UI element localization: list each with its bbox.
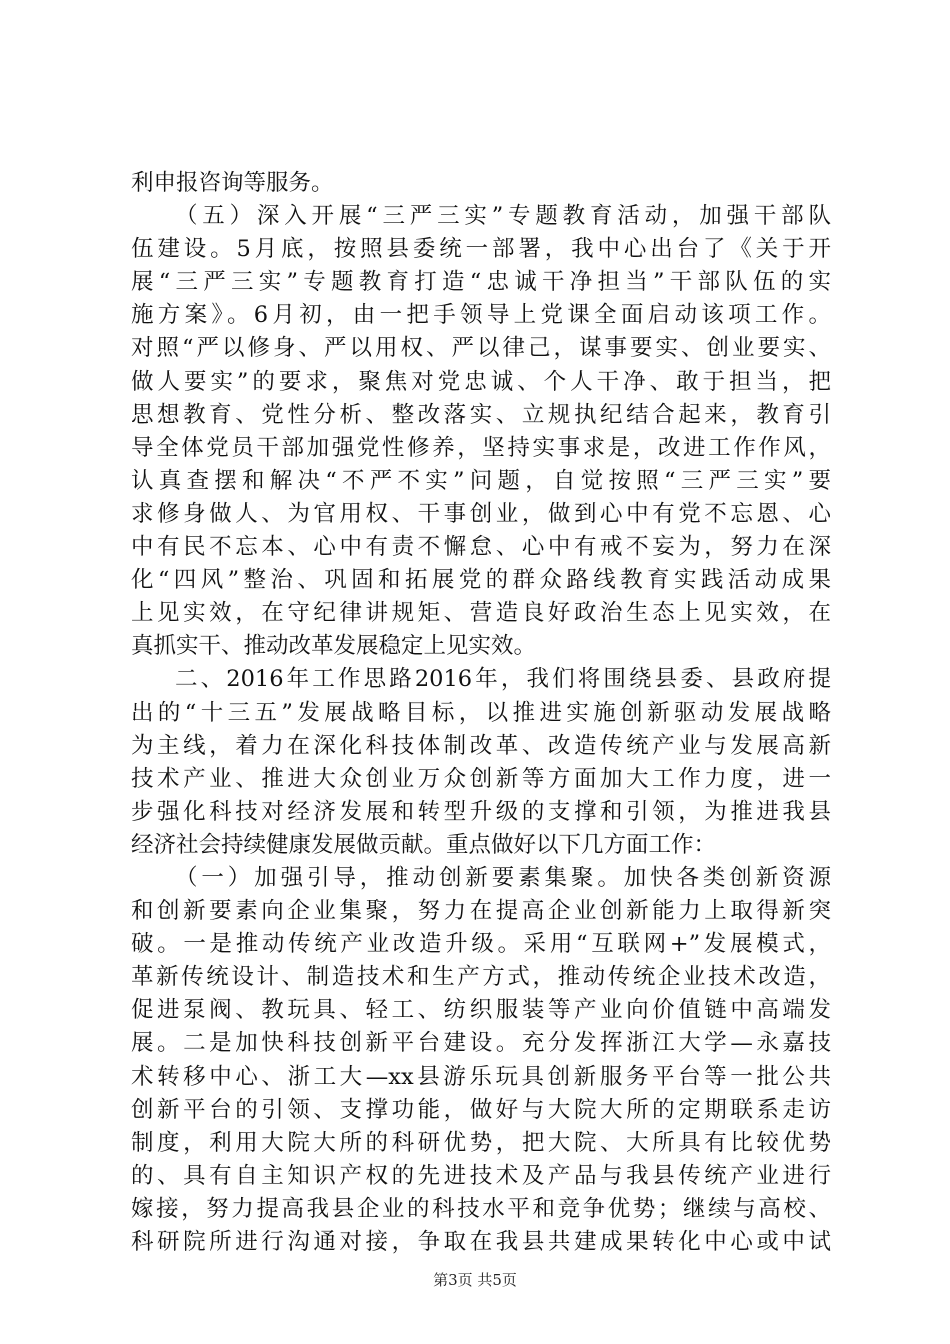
text-line: 和创新要素向企业集聚，努力在提高企业创新能力上取得新突	[131, 898, 831, 925]
text-line: 的、具有自主知识产权的先进技术及产品与我县传统产业进行	[131, 1162, 831, 1189]
text-line: 中有民不忘本、心中有责不懈怠、心中有戒不妄为，努力在深	[131, 534, 831, 561]
text-line: 制度，利用大院大所的科研优势，把大院、大所具有比较优势	[131, 1129, 831, 1156]
text-line: 思想教育、党性分析、整改落实、立规执纪结合起来，教育引	[131, 401, 831, 428]
body-text	[131, 167, 831, 1259]
text-line: 步强化科技对经济发展和转型升级的支撑和引领，为推进我县	[131, 798, 831, 825]
text-line: 求修身做人、为官用权、干事创业，做到心中有党不忘恩、心	[131, 500, 831, 527]
text-line: 出的“十三五”发展战略目标，以推进实施创新驱动发展战略	[131, 699, 831, 726]
text-line: 施方案》。6月初，由一把手领导上党课全面启动该项工作。	[131, 302, 831, 329]
text-line: 导全体党员干部加强党性修养，坚持实事求是，改进工作作风，	[131, 434, 831, 461]
text-line: 上见实效，在守纪律讲规矩、营造良好政治生态上见实效，在	[131, 600, 831, 627]
text-line: 创新平台的引领、支撑功能，做好与大院大所的定期联系走访	[131, 1096, 831, 1123]
text-line: 为主线，着力在深化科技体制改革、改造传统产业与发展高新	[131, 732, 831, 759]
text-line: 展“三严三实”专题教育打造“忠诚干净担当”干部队伍的实	[131, 269, 831, 296]
text-line: （一）加强引导，推动创新要素集聚。加快各类创新资源	[175, 864, 831, 891]
text-line: 做人要实”的要求，聚焦对党忠诚、个人干净、敢于担当，把	[131, 368, 831, 395]
text-line: 展。二是加快科技创新平台建设。充分发挥浙江大学—永嘉技	[131, 1030, 831, 1057]
page-footer: 第3页 共5页	[433, 1271, 517, 1289]
text-line: 伍建设。5月底，按照县委统一部署，我中心出台了《关于开	[131, 236, 831, 263]
text-line: 促进泵阀、教玩具、轻工、纺织服装等产业向价值链中高端发	[131, 997, 831, 1024]
text-line: 化“四风”整治、巩固和拓展党的群众路线教育实践活动成果	[131, 567, 831, 594]
text-line: 认真查摆和解决“不严不实”问题，自觉按照“三严三实”要	[131, 467, 831, 494]
text-line: 二、2016年工作思路2016年，我们将围绕县委、县政府提	[175, 666, 831, 693]
text-line: 嫁接，努力提高我县企业的科技水平和竞争优势；继续与高校、	[131, 1195, 831, 1222]
text-line: 利申报咨询等服务。	[131, 170, 334, 196]
text-line: 科研院所进行沟通对接，争取在我县共建成果转化中心或中试	[131, 1229, 831, 1255]
text-line: 破。一是推动传统产业改造升级。采用“互联网+”发展模式，	[131, 931, 831, 958]
text-line: 真抓实干、推动改革发展稳定上见实效。	[131, 633, 537, 660]
text-line: （五）深入开展“三严三实”专题教育活动，加强干部队	[175, 203, 831, 230]
text-line: 革新传统设计、制造技术和生产方式，推动传统企业技术改造，	[131, 964, 831, 991]
text-line: 技术产业、推进大众创业万众创新等方面加大工作力度，进一	[131, 765, 831, 792]
text-line: 对照“严以修身、严以用权、严以律己，谋事要实、创业要实、	[131, 335, 831, 362]
text-line: 术转移中心、浙工大—xx县游乐玩具创新服务平台等一批公共	[131, 1063, 831, 1090]
text-line: 经济社会持续健康发展做贡献。重点做好以下几方面工作：	[131, 831, 717, 858]
